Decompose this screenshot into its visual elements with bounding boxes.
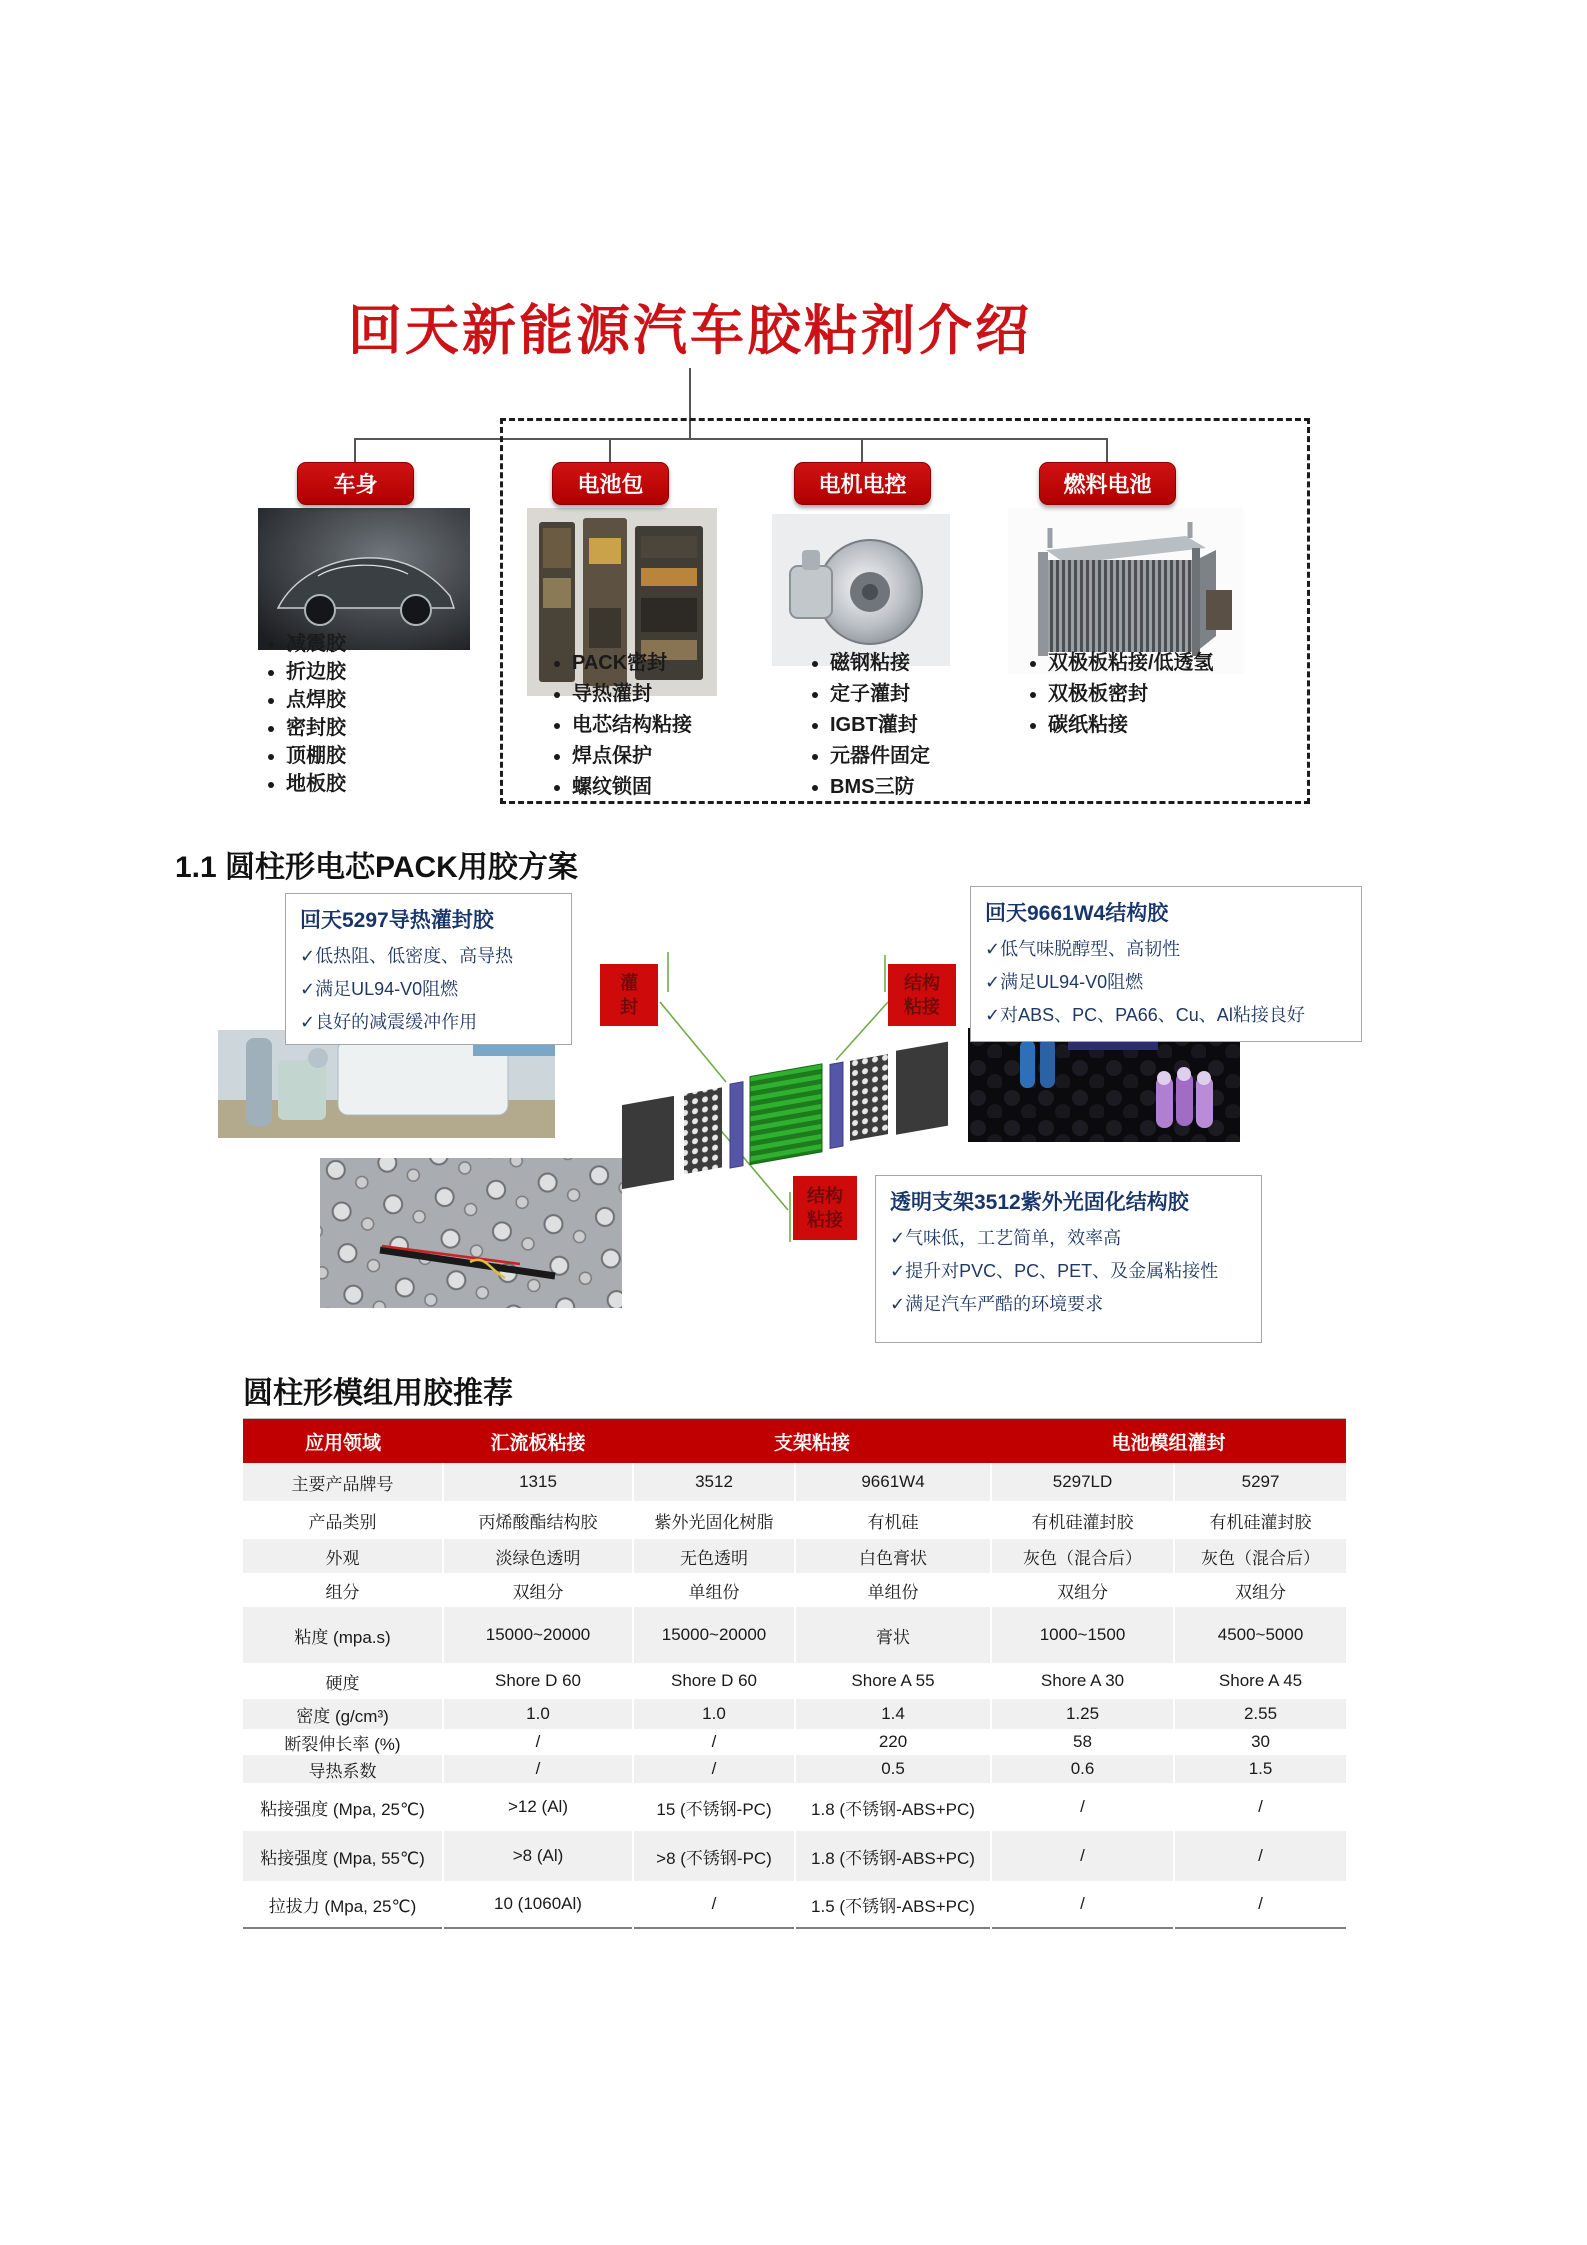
label-text: 结构粘接 bbox=[807, 1186, 843, 1230]
cell: 双组分 bbox=[443, 1573, 633, 1607]
row-label: 粘接强度 (Mpa, 55℃) bbox=[243, 1831, 443, 1881]
motor-photo bbox=[772, 514, 950, 666]
row-label: 拉拔力 (Mpa, 25℃) bbox=[243, 1881, 443, 1928]
cell: 双组分 bbox=[991, 1573, 1174, 1607]
cell: 1.25 bbox=[991, 1699, 1174, 1729]
list-item: • 碳纸粘接 bbox=[1048, 710, 1214, 741]
cell: 有机硅灌封胶 bbox=[1174, 1501, 1346, 1539]
category-label: 燃料电池 bbox=[1063, 472, 1152, 497]
table-row bbox=[243, 1755, 1346, 1783]
cell: 58 bbox=[991, 1729, 1174, 1755]
cell: 1.0 bbox=[633, 1699, 795, 1729]
section-heading: 1.1 圆柱形电芯PACK用胶方案 bbox=[175, 851, 578, 884]
label-chip-potting bbox=[600, 964, 658, 1026]
row-label: 导热系数 bbox=[243, 1755, 443, 1783]
motor-graphic bbox=[772, 514, 950, 666]
fuel-cell-adhesive-list bbox=[1024, 648, 1214, 741]
cell: 9661W4 bbox=[795, 1463, 991, 1501]
table-row bbox=[243, 1573, 1346, 1607]
cell: 淡绿色透明 bbox=[443, 1539, 633, 1573]
cell: 10 (1060Al) bbox=[443, 1881, 633, 1928]
list-item: • 磁钢粘接 bbox=[830, 648, 930, 679]
cell-holder-photo bbox=[968, 1028, 1240, 1142]
bracket-bonding-photo bbox=[320, 1158, 622, 1308]
cell: 1.5 (不锈钢-ABS+PC) bbox=[795, 1881, 991, 1928]
cell: / bbox=[443, 1755, 633, 1783]
table-row bbox=[243, 1607, 1346, 1663]
label-text: 结构粘接 bbox=[904, 973, 940, 1017]
cell: 丙烯酸酯结构胶 bbox=[443, 1501, 633, 1539]
cell: / bbox=[443, 1729, 633, 1755]
category-chip-fuel-cell bbox=[1039, 462, 1176, 505]
list-item: • 双极板密封 bbox=[1048, 679, 1214, 710]
list-item: • PACK密封 bbox=[572, 648, 692, 679]
list-item: • 减震胶 bbox=[286, 630, 346, 658]
list-item: • 导热灌封 bbox=[572, 679, 692, 710]
cell: 单组份 bbox=[795, 1573, 991, 1607]
potting-application-photo bbox=[218, 1030, 555, 1138]
cell: 5297 bbox=[1174, 1463, 1346, 1501]
category-label: 电池包 bbox=[577, 472, 644, 497]
label-chip-structural-bonding-bottom bbox=[793, 1176, 857, 1240]
category-chip-battery-pack bbox=[552, 462, 669, 505]
cell: 0.6 bbox=[991, 1755, 1174, 1783]
cell: 3512 bbox=[633, 1463, 795, 1501]
cell: / bbox=[633, 1729, 795, 1755]
cell: Shore D 60 bbox=[443, 1663, 633, 1699]
callout-item: ✓提升对PVC、PC、PET、及金属粘接性 bbox=[890, 1261, 1219, 1281]
callout-item: ✓低热阻、低密度、高导热 bbox=[300, 946, 514, 966]
bracket-graphic bbox=[320, 1158, 622, 1308]
cell: 15000~20000 bbox=[633, 1607, 795, 1663]
header-cell-application: 应用领域 bbox=[243, 1419, 443, 1464]
cell: 双组分 bbox=[1174, 1573, 1346, 1607]
list-item: • BMS三防 bbox=[830, 772, 930, 803]
cell: / bbox=[1174, 1831, 1346, 1881]
table-row bbox=[243, 1501, 1346, 1539]
row-label: 硬度 bbox=[243, 1663, 443, 1699]
row-label: 主要产品牌号 bbox=[243, 1463, 443, 1501]
table-row bbox=[243, 1663, 1346, 1699]
cell: >8 (不锈钢-PC) bbox=[633, 1831, 795, 1881]
connector-stub-1 bbox=[354, 440, 356, 464]
list-item: • 折边胶 bbox=[286, 658, 346, 686]
cell: Shore D 60 bbox=[633, 1663, 795, 1699]
cell: / bbox=[991, 1831, 1174, 1881]
cell: 30 bbox=[1174, 1729, 1346, 1755]
cell: 灰色（混合后） bbox=[1174, 1539, 1346, 1573]
row-label: 密度 (g/cm³) bbox=[243, 1699, 443, 1729]
row-label: 产品类别 bbox=[243, 1501, 443, 1539]
list-item: • 电芯结构粘接 bbox=[572, 710, 692, 741]
callout-item: ✓满足UL94-V0阻燃 bbox=[300, 979, 459, 999]
list-item: • 焊点保护 bbox=[572, 741, 692, 772]
callout-item: ✓对ABS、PC、PA66、Cu、Al粘接良好 bbox=[985, 1005, 1305, 1025]
category-chip-car-body bbox=[297, 462, 414, 505]
table-row bbox=[243, 1881, 1346, 1928]
list-item: • IGBT灌封 bbox=[830, 710, 930, 741]
cell: 灰色（混合后） bbox=[991, 1539, 1174, 1573]
cell: 220 bbox=[795, 1729, 991, 1755]
cell: 有机硅 bbox=[795, 1501, 991, 1539]
cell: >8 (Al) bbox=[443, 1831, 633, 1881]
car-body-photo bbox=[258, 508, 470, 650]
row-label: 组分 bbox=[243, 1573, 443, 1607]
cell: >12 (Al) bbox=[443, 1783, 633, 1831]
category-label: 车身 bbox=[333, 472, 378, 497]
battery-pack-adhesive-list bbox=[548, 648, 692, 803]
callout-box-3512 bbox=[875, 1175, 1262, 1343]
table-header-row bbox=[243, 1419, 1346, 1464]
cell: 单组份 bbox=[633, 1573, 795, 1607]
callout-item: ✓气味低，工艺简单，效率高 bbox=[890, 1228, 1122, 1248]
callout-title: 回天9661W4结构胶 bbox=[985, 902, 1169, 925]
cell: 1.5 bbox=[1174, 1755, 1346, 1783]
category-chip-motor-control bbox=[794, 462, 931, 505]
row-label: 断裂伸长率 (%) bbox=[243, 1729, 443, 1755]
row-label: 粘接强度 (Mpa, 25℃) bbox=[243, 1783, 443, 1831]
table-row bbox=[243, 1729, 1346, 1755]
cell: / bbox=[991, 1881, 1174, 1928]
cell: 15000~20000 bbox=[443, 1607, 633, 1663]
list-item: • 密封胶 bbox=[286, 714, 346, 742]
cell: 白色膏状 bbox=[795, 1539, 991, 1573]
cell: 1.4 bbox=[795, 1699, 991, 1729]
cell: 1000~1500 bbox=[991, 1607, 1174, 1663]
cell: 有机硅灌封胶 bbox=[991, 1501, 1174, 1539]
header-cell-module-potting: 电池模组灌封 bbox=[991, 1419, 1346, 1464]
cell: 5297LD bbox=[991, 1463, 1174, 1501]
table-row bbox=[243, 1831, 1346, 1881]
cell-holder-graphic bbox=[968, 1028, 1240, 1142]
table-row bbox=[243, 1783, 1346, 1831]
list-item: • 顶棚胶 bbox=[286, 742, 346, 770]
potting-graphic bbox=[218, 1030, 555, 1138]
cell: / bbox=[991, 1783, 1174, 1831]
label-chip-structural-bonding-right bbox=[888, 964, 956, 1026]
list-item: • 双极板粘接/低透氢 bbox=[1048, 648, 1214, 679]
header-cell-busbar-bonding: 汇流板粘接 bbox=[443, 1419, 633, 1464]
page-title: 回天新能源汽车胶粘剂介绍 bbox=[348, 301, 1032, 361]
row-label: 外观 bbox=[243, 1539, 443, 1573]
label-text: 灌封 bbox=[620, 973, 638, 1017]
table-title: 圆柱形模组用胶推荐 bbox=[243, 1377, 513, 1410]
list-item: • 螺纹锁固 bbox=[572, 772, 692, 803]
callout-item: ✓满足UL94-V0阻燃 bbox=[985, 972, 1144, 992]
category-label: 电机电控 bbox=[818, 472, 907, 497]
cell: 1.0 bbox=[443, 1699, 633, 1729]
cell: / bbox=[1174, 1783, 1346, 1831]
row-label: 粘度 (mpa.s) bbox=[243, 1607, 443, 1663]
car-silhouette-graphic bbox=[258, 508, 470, 650]
cell: 0.5 bbox=[795, 1755, 991, 1783]
callout-box-5297 bbox=[285, 893, 572, 1045]
callout-title: 回天5297导热灌封胶 bbox=[300, 909, 494, 932]
list-item: • 定子灌封 bbox=[830, 679, 930, 710]
cell: 1.8 (不锈钢-ABS+PC) bbox=[795, 1783, 991, 1831]
list-item: • 点焊胶 bbox=[286, 686, 346, 714]
table-row bbox=[243, 1539, 1346, 1573]
list-item: • 元器件固定 bbox=[830, 741, 930, 772]
cell: Shore A 55 bbox=[795, 1663, 991, 1699]
cell: / bbox=[633, 1755, 795, 1783]
callout-title: 透明支架3512紫外光固化结构胶 bbox=[890, 1191, 1189, 1214]
cell: 15 (不锈钢-PC) bbox=[633, 1783, 795, 1831]
cell: Shore A 30 bbox=[991, 1663, 1174, 1699]
cell: 膏状 bbox=[795, 1607, 991, 1663]
header-cell-bracket-bonding: 支架粘接 bbox=[633, 1419, 991, 1464]
table-row bbox=[243, 1463, 1346, 1501]
callout-item: ✓满足汽车严酷的环境要求 bbox=[890, 1294, 1104, 1314]
cell: 2.55 bbox=[1174, 1699, 1346, 1729]
module-stack bbox=[622, 1042, 948, 1189]
car-body-adhesive-list bbox=[262, 630, 346, 798]
cell: / bbox=[1174, 1881, 1346, 1928]
cell: 紫外光固化树脂 bbox=[633, 1501, 795, 1539]
callout-item: ✓良好的减震缓冲作用 bbox=[300, 1012, 478, 1032]
cell: / bbox=[633, 1881, 795, 1928]
spec-table bbox=[243, 1418, 1346, 1929]
cell: Shore A 45 bbox=[1174, 1663, 1346, 1699]
table-row bbox=[243, 1699, 1346, 1729]
cell: 1315 bbox=[443, 1463, 633, 1501]
list-item: • 地板胶 bbox=[286, 770, 346, 798]
callout-box-9661w4 bbox=[970, 886, 1362, 1042]
callout-item: ✓低气味脱醇型、高韧性 bbox=[985, 939, 1181, 959]
cell: 1.8 (不锈钢-ABS+PC) bbox=[795, 1831, 991, 1881]
cell: 无色透明 bbox=[633, 1539, 795, 1573]
cell: 4500~5000 bbox=[1174, 1607, 1346, 1663]
motor-control-adhesive-list bbox=[806, 648, 930, 803]
